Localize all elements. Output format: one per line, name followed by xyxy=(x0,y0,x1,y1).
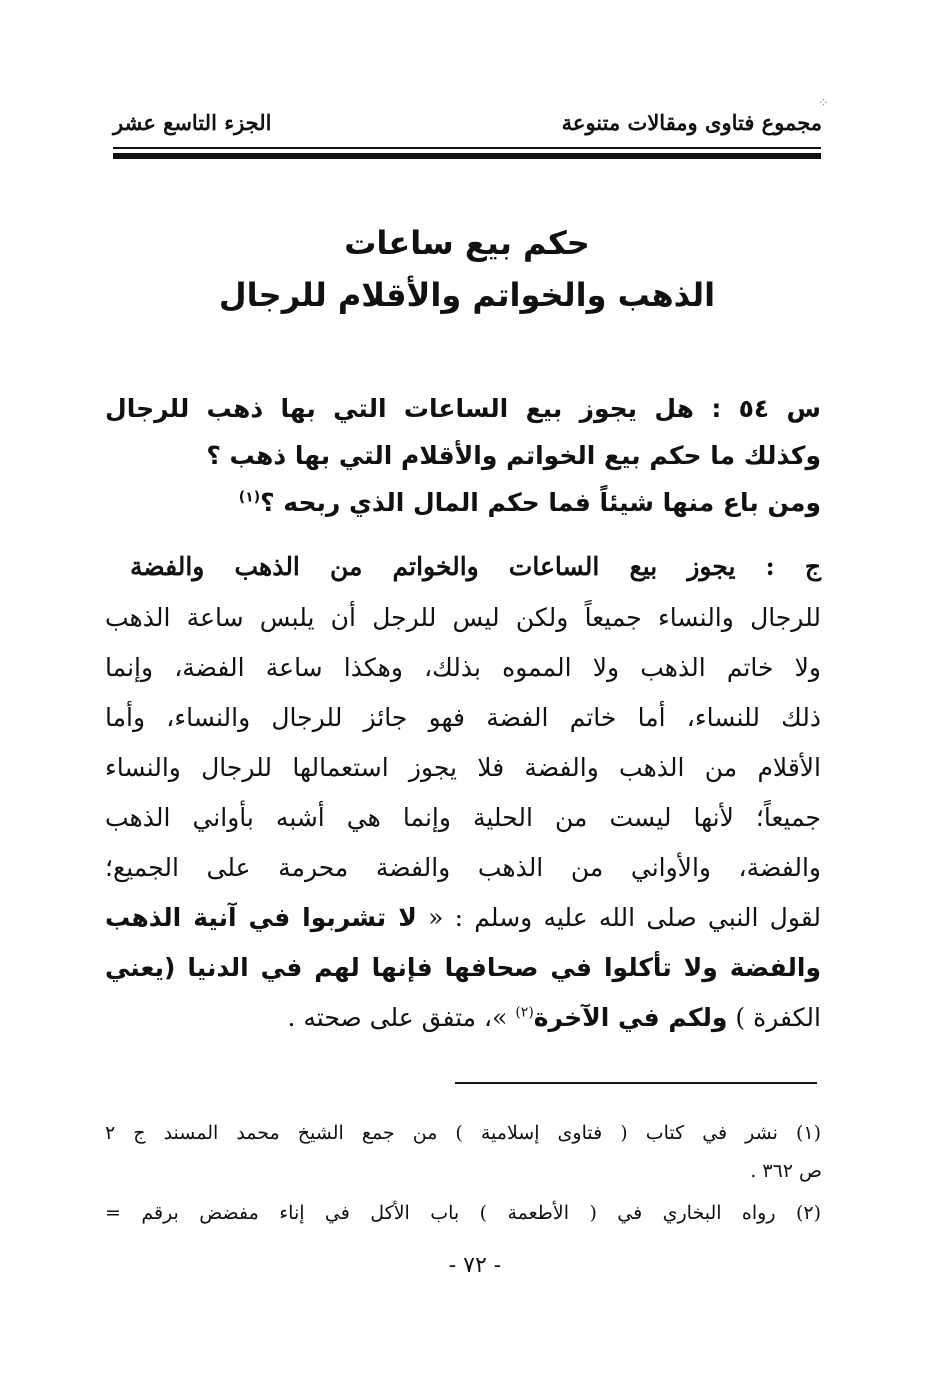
hadith-text-part-1: لا تشربوا في آنية الذهب xyxy=(105,903,417,932)
answer-line-10 xyxy=(105,1005,821,1030)
footnote-ref-1[interactable]: (١) xyxy=(238,489,261,506)
header-rule-thick xyxy=(113,153,821,159)
scan-speck: ⁘ xyxy=(818,96,829,111)
answer-line-2: للرجال والنساء جميعاً ولكن ليس للرجل أن يلبس ساعة الذهب xyxy=(105,603,821,632)
page-number: - ٧٢ - xyxy=(448,1253,502,1278)
question-line-3-text: ومن باع منها شيئاً فما حكم المال الذي ربحه ؟ xyxy=(260,488,821,517)
answer-line-3: ولا خاتم الذهب ولا المموه بذلك، وهكذا ساعة الفضة، وإنما xyxy=(105,653,821,682)
footnote-ref-2[interactable]: (٢) xyxy=(515,1004,534,1021)
running-header-volume: الجزء التاسع عشر xyxy=(113,110,272,135)
question-line-2: وكذلك ما حكم بيع الخواتم والأقلام التي بها ذهب ؟ xyxy=(206,441,821,470)
answer-line-1: ج : يجوز بيع الساعات والخواتم من الذهب والفضة xyxy=(130,552,821,581)
header-rule-thin xyxy=(113,147,821,149)
footnote-1-line-2: ص ٣٦٢ . xyxy=(750,1160,822,1182)
answer-line-9: والفضة ولا تأكلوا في صحافها فإنها لهم في الدنيا (يعني xyxy=(105,953,821,982)
answer-line-10-text-b: »، متفق على صحته . xyxy=(287,1003,508,1032)
question-line-1: س ٥٤ : هل يجوز بيع الساعات التي بها ذهب للرجال xyxy=(105,394,822,423)
answer-line-8-text: لقول النبي صلى الله عليه وسلم : « xyxy=(428,903,822,932)
answer-line-10-text-a: الكفرة ) xyxy=(735,1003,821,1032)
answer-line-4: ذلك للنساء، أما خاتم الفضة فهو جائز للرجال والنساء، وأما xyxy=(105,703,821,732)
answer-line-8 xyxy=(105,905,821,930)
fatwa-title-line-1: حكم بيع ساعات xyxy=(344,224,590,262)
footnote-separator xyxy=(455,1082,817,1084)
answer-line-6: جميعاً؛ لأنها ليست من الحلية وإنما هي أشبه بأواني الذهب xyxy=(105,803,821,832)
running-header-book-title: مجموع فتاوى ومقالات متنوعة xyxy=(561,110,822,135)
fatwa-title-line-2: الذهب والخواتم والأقلام للرجال xyxy=(218,276,716,314)
footnote-2-line-1: (٢) رواه البخاري في ( الأطعمة ) باب الأكل في إناء مفضض برقم = xyxy=(105,1202,821,1224)
question-line-3 xyxy=(105,490,821,515)
answer-line-5: الأقلام من الذهب والفضة فلا يجوز استعمالها للرجال والنساء xyxy=(105,753,821,782)
hadith-text-part-2: ولكم في الآخرة xyxy=(533,1003,728,1032)
footnote-1-line-1: (١) نشر في كتاب ( فتاوى إسلامية ) من جمع الشيخ محمد المسند ج ٢ xyxy=(105,1122,821,1144)
answer-line-7: والفضة، والأواني من الذهب والفضة محرمة على الجميع؛ xyxy=(105,853,821,882)
